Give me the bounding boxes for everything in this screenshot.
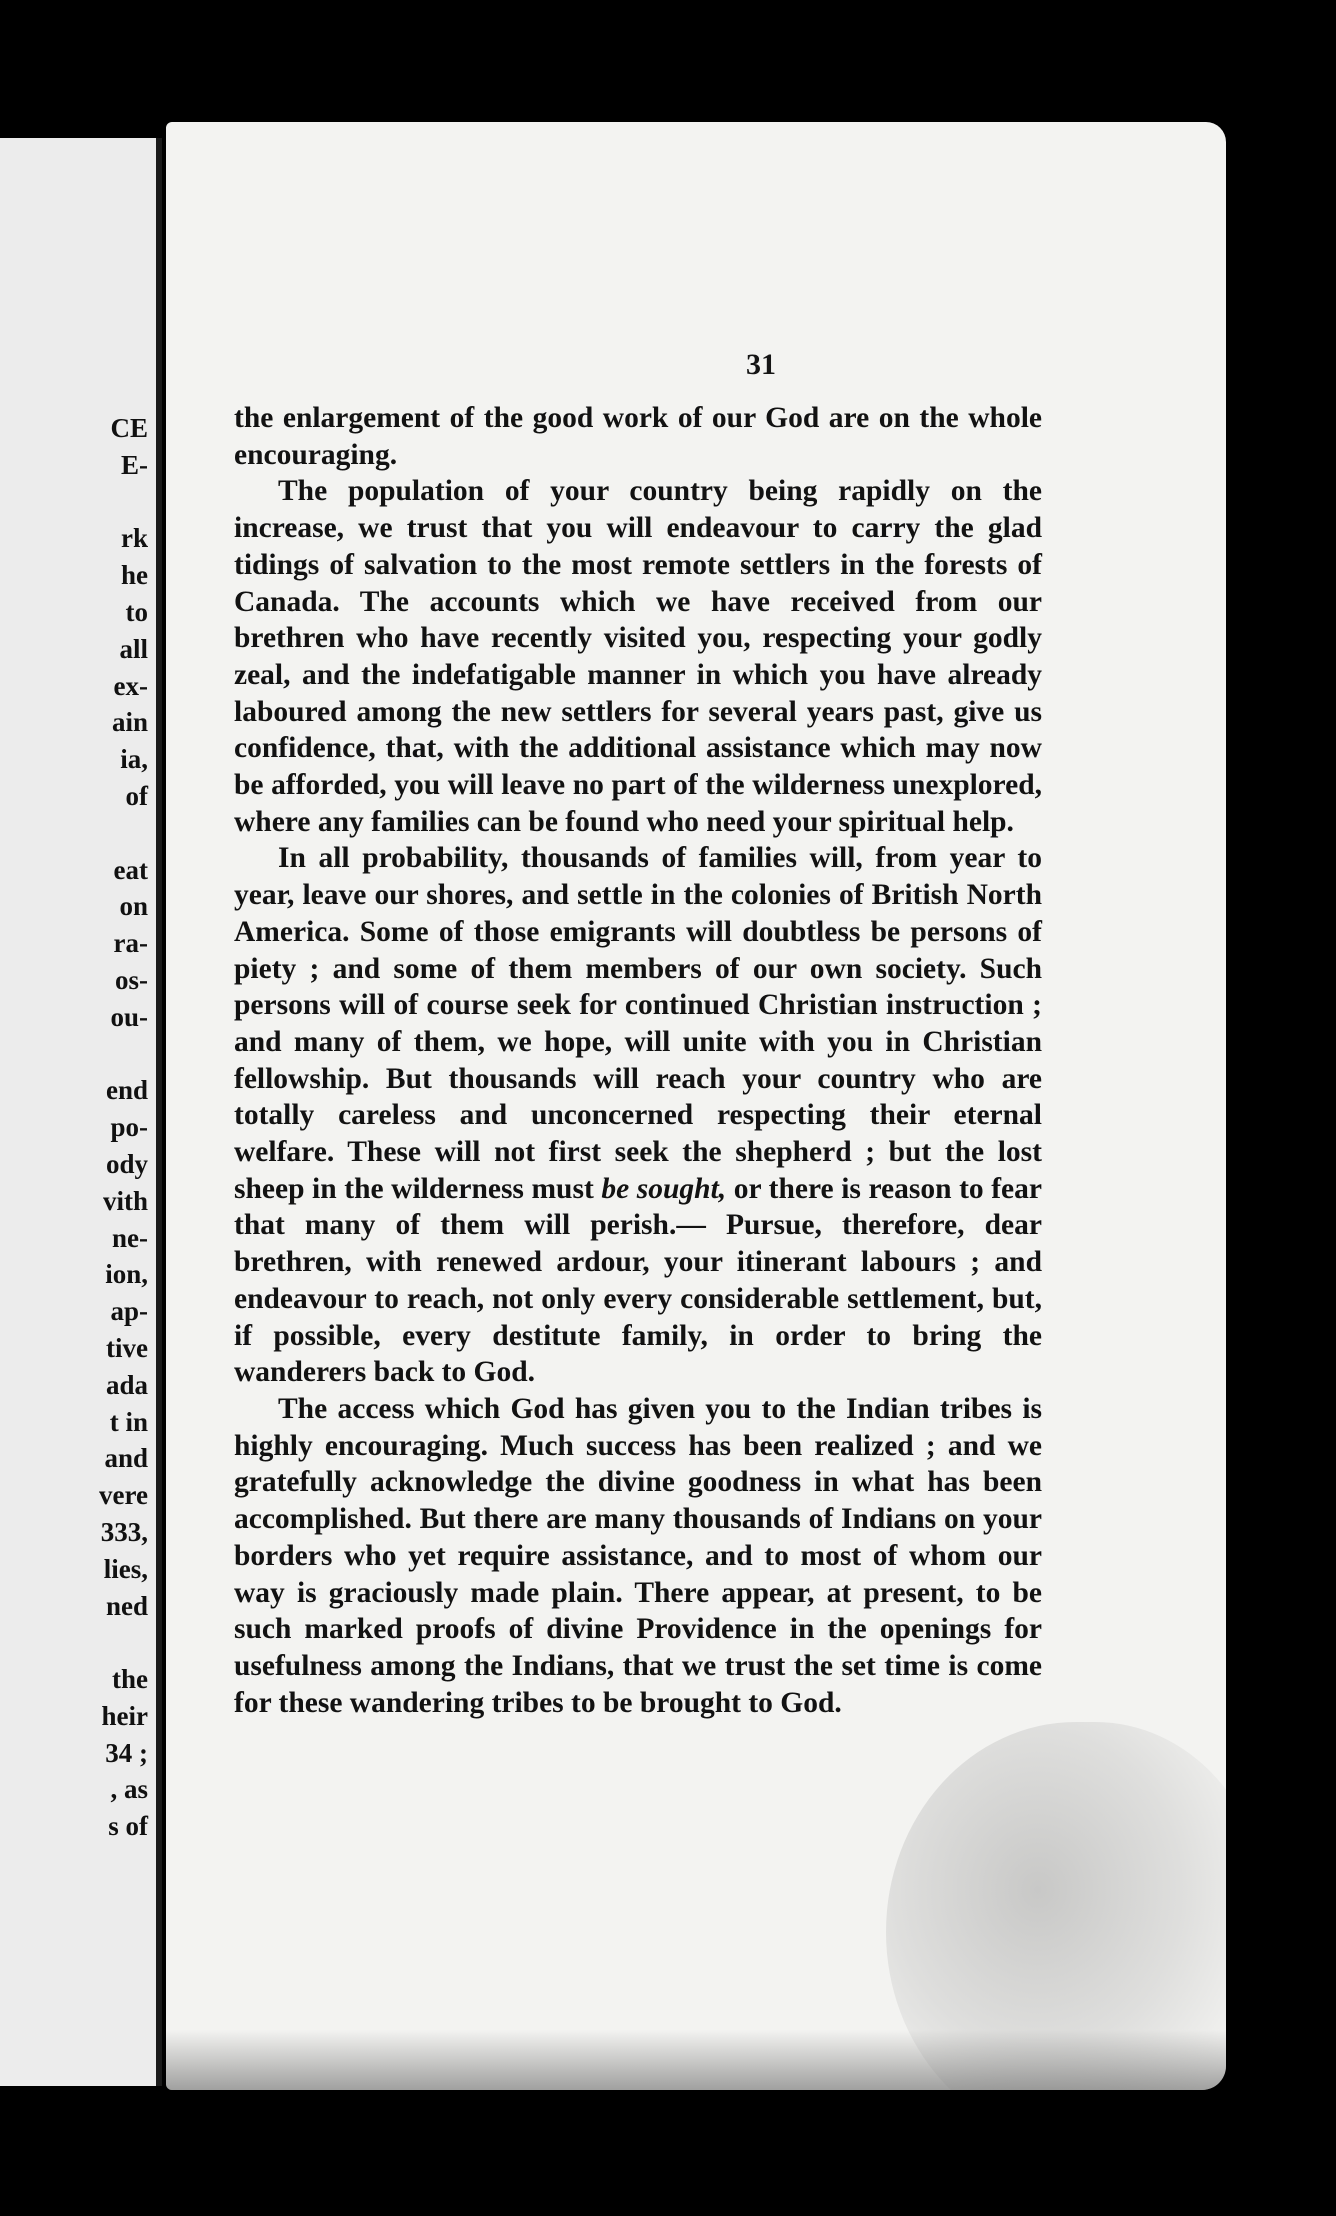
left-fragment: s of bbox=[108, 1811, 148, 1842]
left-fragment: lies, bbox=[103, 1553, 148, 1584]
left-fragment: on bbox=[119, 891, 148, 922]
paragraph-continuation: the enlargement of the good work of our God are on the whole encouraging. bbox=[234, 402, 1042, 471]
body-text bbox=[234, 400, 1042, 1721]
left-fragment: of bbox=[125, 780, 148, 811]
page-number: 31 bbox=[746, 348, 776, 381]
paragraph-indian-tribes: The access which God has given you to the Indian tribes is highly encouraging. Much success has been realized ; and we gratefully acknowledge the divine goodness in what has been accomplished. But there are many thousands of Indians on your borders who yet require assistance, and to most of whom our way is graciously made plain. There appear, at present, to be such marked proofs of divine Providence in the openings for usefulness among the Indians, that we trust the set time is come for these wandering tribes to be brought to God. bbox=[234, 1392, 1042, 1719]
left-fragment: and bbox=[104, 1443, 148, 1474]
paragraph-population: The population of your country being rapidly on the increase, we trust that you will endeavour to carry the glad tidings of salvation to the most remote settlers in the forests of Canada. The accounts which we have received from our brethren who have recently visited you, respecting your godly zeal, and the indefatigable manner in which you have already laboured among the new settlers for several years past, give us confidence, that, with the additional assistance which may now be afforded, you will leave no part of the wilderness unexplored, where any families can be found who need your spiritual help. bbox=[234, 475, 1042, 838]
left-fragment: ody bbox=[105, 1148, 148, 1179]
left-fragment: vith bbox=[102, 1185, 148, 1216]
left-fragment: 34 ; bbox=[105, 1737, 148, 1768]
left-fragment: tive bbox=[106, 1332, 148, 1363]
emphasis-be-sought: be sought, bbox=[601, 1172, 727, 1205]
left-fragment: ou- bbox=[110, 1001, 148, 1032]
left-fragment: ne- bbox=[112, 1222, 148, 1253]
left-fragment: ap- bbox=[110, 1296, 148, 1327]
left-fragment: ain bbox=[111, 707, 148, 738]
page-edge-wear bbox=[166, 2030, 1226, 2090]
left-fragment: ned bbox=[105, 1590, 148, 1621]
left-fragment: 333, bbox=[100, 1516, 148, 1547]
left-fragment: he bbox=[121, 560, 148, 591]
paragraph-emigrants-part-1: In all probability, thousands of families will, from year to year, leave our shores, and settle in the colonies of British North America. Some of those emigrants will doubtless be persons of piety ; and some of them members of our own society. Such persons will of course seek for continued Christian instruction ; and many of them, we hope, will unite with you in Christian fellowship. But thousands will reach your country who are totally careless and unconcerned respecting their eternal welfare. These will not first seek the shepherd ; but the lost sheep in the wilderness must bbox=[234, 842, 1042, 1205]
left-fragment: vere bbox=[99, 1480, 148, 1511]
left-fragment: , as bbox=[110, 1774, 148, 1805]
left-fragment: to bbox=[125, 596, 148, 627]
left-fragment: all bbox=[119, 633, 148, 664]
left-fragment bbox=[0, 815, 150, 852]
left-fragment: os- bbox=[115, 964, 148, 995]
left-fragment: po- bbox=[110, 1112, 148, 1143]
left-page-text-fragments bbox=[0, 410, 150, 1845]
left-fragment: ion, bbox=[105, 1259, 148, 1290]
left-fragment: t in bbox=[109, 1406, 148, 1437]
left-fragment bbox=[0, 484, 150, 521]
left-fragment: end bbox=[105, 1075, 148, 1106]
left-facing-page bbox=[0, 138, 162, 2086]
left-fragment: eat bbox=[113, 854, 148, 885]
left-fragment: E- bbox=[121, 449, 148, 480]
left-fragment: ada bbox=[105, 1369, 148, 1400]
left-fragment bbox=[0, 1624, 150, 1661]
left-fragment: the bbox=[112, 1664, 148, 1695]
main-page bbox=[166, 122, 1226, 2090]
paragraph-emigrants-part-2: or there is reason to fear that many of them will perish.— Pursue, therefore, dear brethren, with renewed ardour, your itinerant labours ; and endeavour to reach, not only every considerable settlement, but, if possible, every destitute family, in order to bring the wanderers back to God. bbox=[234, 1172, 1042, 1389]
left-fragment: heir bbox=[101, 1700, 148, 1731]
left-fragment: ia, bbox=[120, 744, 148, 775]
paragraph-emigrants bbox=[234, 840, 1042, 1391]
left-fragment: CE bbox=[110, 413, 148, 443]
left-fragment: rk bbox=[121, 523, 148, 554]
left-fragment: ex- bbox=[113, 670, 148, 701]
left-fragment: ra- bbox=[113, 928, 148, 959]
left-fragment bbox=[0, 1036, 150, 1073]
